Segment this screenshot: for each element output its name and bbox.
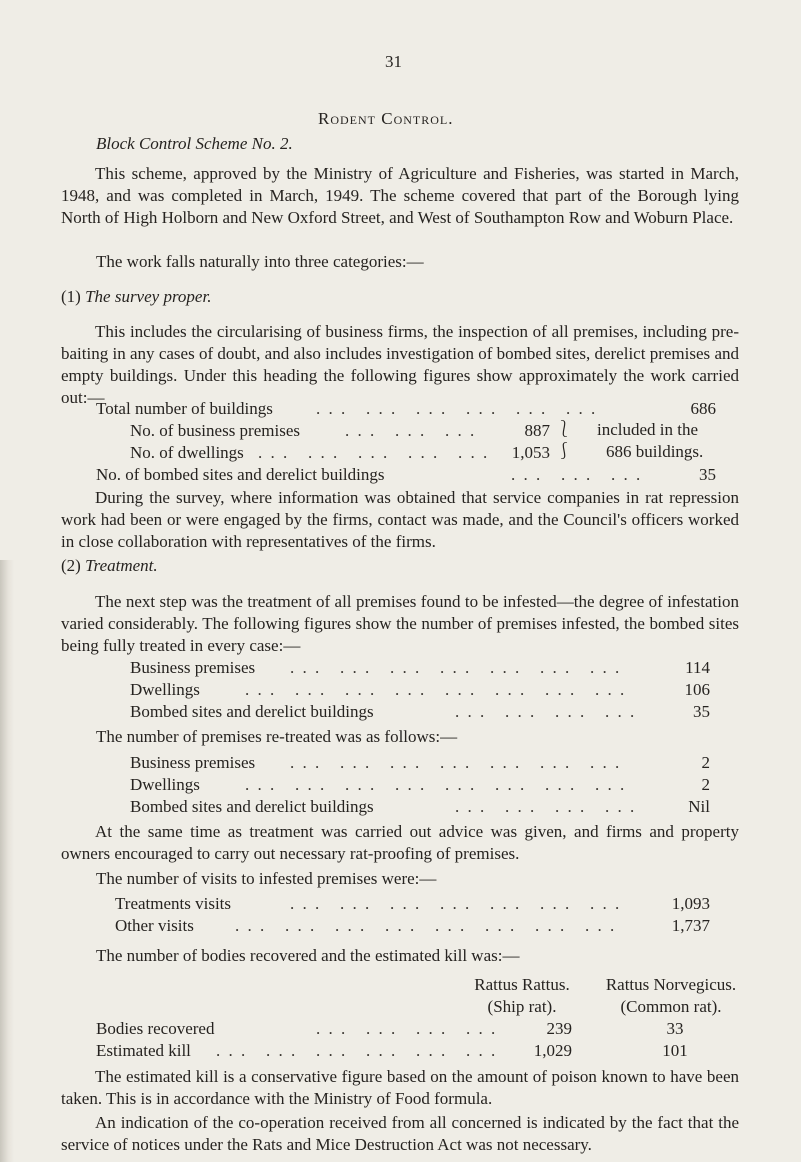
row-label: Dwellings [130,680,200,699]
row-value: 1,093 [671,894,710,913]
advice-paragraph [61,821,739,865]
row-value-common-rat: 33 [666,1019,684,1038]
leader-dots: . . . . . . . . . . . . . . . [258,443,490,462]
header-line: Rattus Rattus. [474,975,570,994]
leader-dots: . . . . . . . . . [345,421,477,440]
row-label: Bombed sites and derelict buildings [130,797,374,816]
row-value-ship-rat: 239 [546,1019,572,1038]
bodies-intro: The number of bodies recovered and the estimated kill was:— [96,946,520,965]
brace: ⎱ ⎰ [556,421,573,460]
row-value: 2 [701,775,710,794]
visits-intro: The number of visits to infested premises were:— [96,869,437,888]
leader-dots: . . . . . . . . . . . . . . . . . . [316,399,598,418]
section1-heading [61,287,211,307]
section1-after-text: During the survey, where information was obtained that service companies in rat repression work had been or were engaged by the firms, contact was made, and the Council's officers worked in close collaboration with representatives of the firms. [61,488,739,551]
section1-title: The survey proper. [85,287,212,306]
section2-text: The next step was the treatment of all premises found to be infested—the degree of infestation varied considerably. The following figures show the number of premises infested, the bombed sites being fully treated in every case:— [61,592,739,655]
leader-dots: . . . . . . . . . . . . . . . . . . . . . . . . [235,916,617,935]
sub-heading: Block Control Scheme No. 2. [96,134,293,153]
header-line: Rattus Norvegicus. [605,975,737,994]
row-label: Business premises [130,753,256,772]
page-edge-shadow [0,560,14,1162]
column-header-common-rat [596,974,746,1018]
conservative-text: The estimated kill is a conservative figure based on the amount of poison known to have been taken. This is in accordance with the Ministry of Food formula. [61,1067,739,1108]
intro-text: This scheme, approved by the Ministry of Agriculture and Fisheries, was started in March, 1948, and was completed in March, 1949. The scheme covered that part of the Borough lying North of High Holborn and New Oxford Street, and West of Southampton Row and Woburn Place. [61,164,739,227]
leader-dots: . . . . . . . . . . . . . . . . . . . . . . . . [245,775,627,794]
leader-dots: . . . . . . . . . . . . [455,702,637,721]
section1-after-paragraph [61,487,739,553]
section1-number: (1) [61,287,81,306]
page-number: 31 [385,52,402,71]
leader-dots: . . . . . . . . . . . . . . . . . . . . . [290,753,622,772]
row-value-common-rat: 101 [662,1041,688,1060]
leader-dots: . . . . . . . . . . . . . . . . . . . . . . . . [245,680,627,699]
header-line: (Ship rat). [487,997,557,1016]
leader-dots: . . . . . . . . . . . . [455,797,637,816]
row-value: 1,053 [511,443,550,462]
row-label: No. of dwellings [130,443,244,462]
leader-dots: . . . . . . . . . . . . . . . . . . . . . [290,894,622,913]
section2-title: Treatment. [85,556,158,575]
row-value: 35 [699,465,716,484]
row-label: Other visits [115,916,194,935]
column-header-ship-rat [462,974,582,1018]
row-label: Estimated kill [96,1041,191,1060]
leader-dots: . . . . . . . . . [511,465,643,484]
row-label: Treatments visits [115,894,232,913]
brace-note-1: included in the [597,420,699,439]
row-label: Bombed sites and derelict buildings [130,702,374,721]
row-label: No. of bombed sites and derelict buildings [96,465,385,484]
row-value: Nil [688,797,710,816]
row-label: Business premises [130,658,256,677]
row-label: Total number of buildings [96,399,273,418]
section2-number: (2) [61,556,81,575]
header-line: (Common rat). [620,997,722,1016]
row-value: 887 [524,421,550,440]
row-value: 686 [690,399,716,418]
section-heading: Rodent Control. [318,109,454,128]
cooperation-text: An indication of the co-operation received from all concerned is indicated by the fact that the service of notices under the Rats and Mice Destruction Act was not necessary. [61,1113,739,1154]
categories-intro: The work falls naturally into three categories:— [96,252,424,271]
row-value: 106 [684,680,710,699]
leader-dots: . . . . . . . . . . . . . . . . . . [216,1041,498,1060]
row-value: 35 [693,702,710,721]
section2-paragraph [61,591,739,657]
retreated-intro: The number of premises re-treated was as follows:— [96,727,458,746]
section1-text: This includes the circularising of business firms, the inspection of all premises, including pre-baiting in any cases of doubt, and also includes investigation of bombed sites, derelict premises and empty buildings. Under this heading the following figures show approximately the work carried out:— [61,322,739,407]
intro-paragraph [61,163,739,229]
conservative-paragraph [61,1066,739,1110]
cooperation-paragraph [61,1112,739,1156]
row-value: 114 [685,658,710,677]
leader-dots: . . . . . . . . . . . . [316,1019,498,1038]
row-label: No. of business premises [130,421,300,440]
leader-dots: . . . . . . . . . . . . . . . . . . . . . [290,658,622,677]
advice-text: At the same time as treatment was carried out advice was given, and firms and property owners encouraged to carry out necessary rat-proofing of premises. [61,822,739,863]
row-value: 1,737 [671,916,710,935]
section2-heading [61,556,158,576]
row-label: Dwellings [130,775,200,794]
row-value: 2 [701,753,710,772]
brace-note-2: 686 buildings. [606,442,704,461]
section1-paragraph [61,321,739,409]
row-value-ship-rat: 1,029 [533,1041,572,1060]
row-label: Bodies recovered [96,1019,215,1038]
